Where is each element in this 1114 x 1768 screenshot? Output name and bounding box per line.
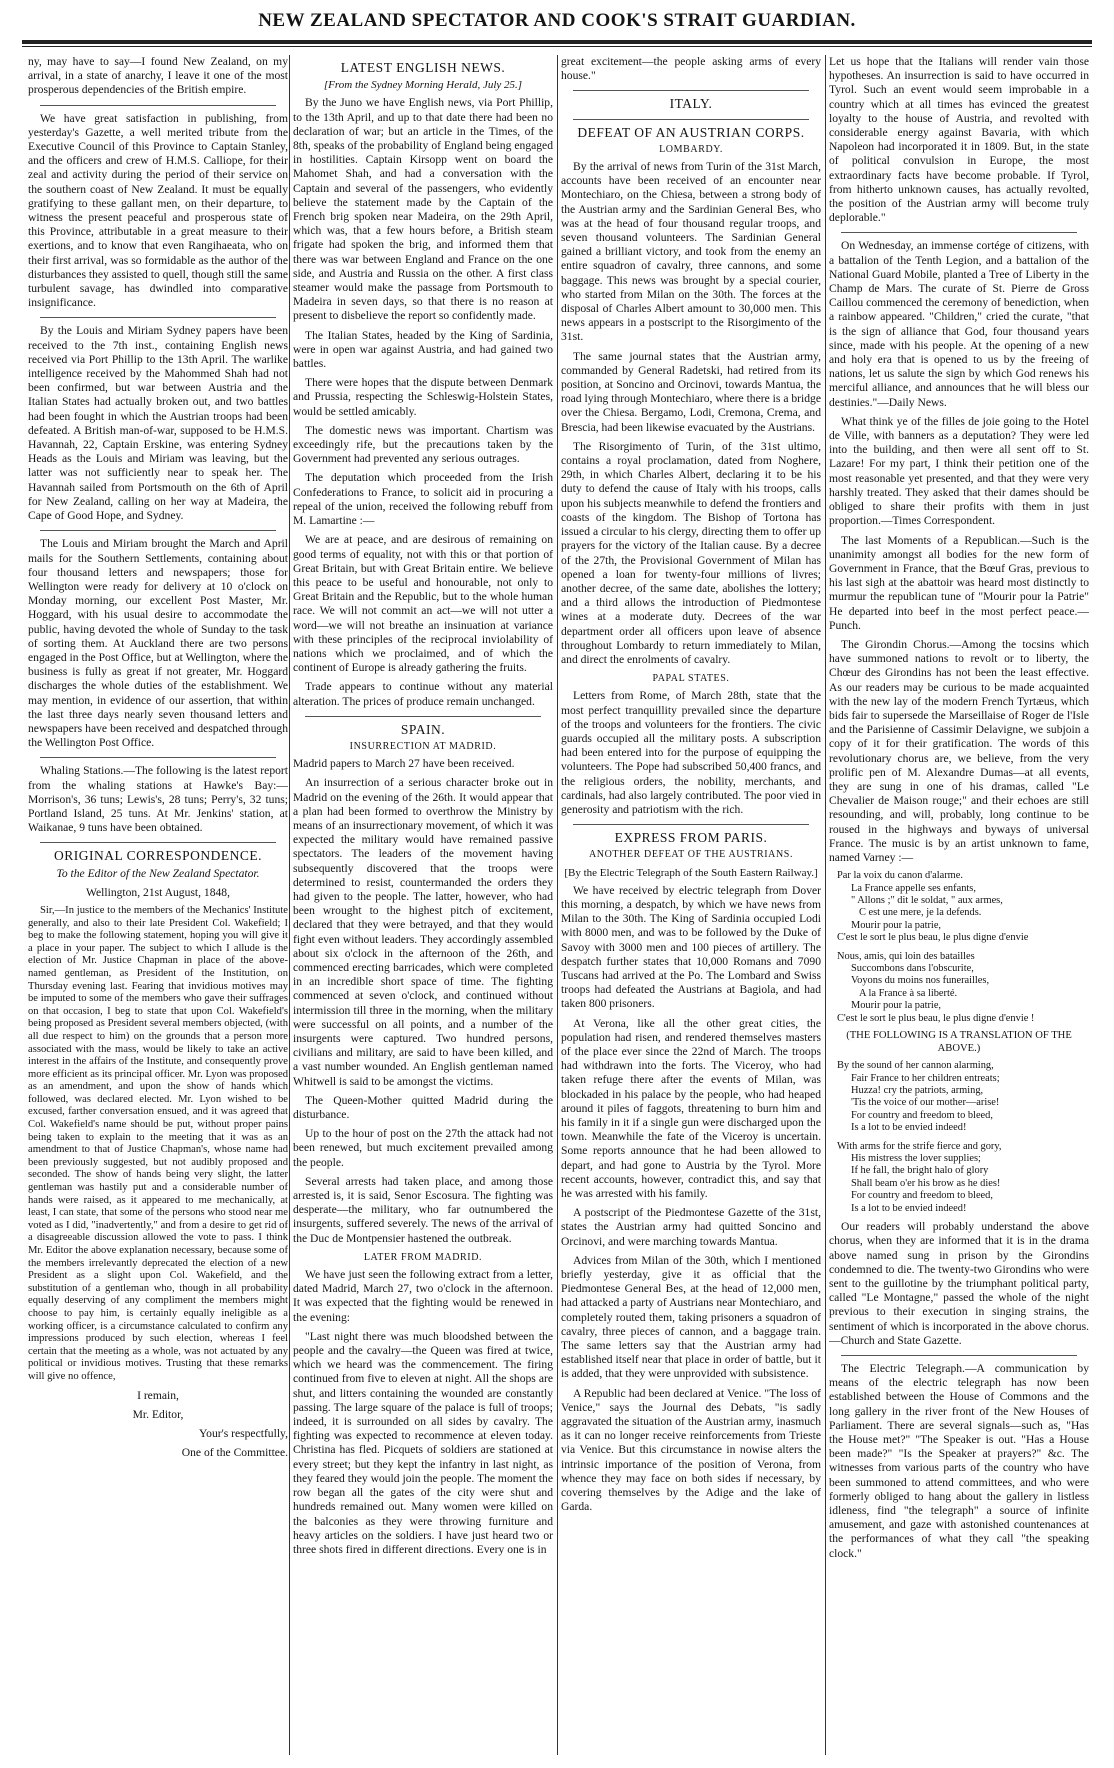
poem-line: For country and freedom to bleed, — [851, 1109, 993, 1121]
poem-line: Voyons du moins nos funerailles, — [851, 975, 990, 987]
divider — [40, 842, 276, 843]
paragraph: The Electric Telegraph.—A communication by means of the electric telegraph has now been established between the House of Commons and the long gallery in the river front of the New Houses of Parliament. There are several signals—such as, "Has the House met?" "The Speaker is out. "Has a House been made?" "Is the Speaker at prayers?" &c. The witnesses from various parts of the country who have been summoned to attend committees, and who were formerly obliged to hang about the gallery in listless idleness, find "the telegraph" a source of infinite amusement, and gaze with astonished countenances at the performances of what they call "the speaking clock." — [829, 1361, 1089, 1560]
paragraph: "Last night there was much bloodshed between the people and the cavalry—the Queen was fired at twice, which we heard was the commencement. The firing continued from five to eleven at night. All the shops are shut, and litters containing the wounded are constantly passing. The large square of the palace is full of troops; indeed, it is surrounded on all sides by cavalry. The fighting was expected to recommence at eleven today. Christina has fled. Picquets of soldiers are stationed at every street; but they kept the infantry in last night, as they feared they would join the people. The moment the row began all the gates of the city were shut and hundreds remained out. Many women were killed on the balconies as they were throwing furniture and heavy articles on the soldiers. I have just heard two or three shots fired in different directions. Every one is in — [293, 1329, 553, 1556]
paragraph: great excitement—the people asking arms of every house." — [561, 55, 821, 83]
paragraph: By the Juno we have English news, via Port Phillip, to the 13th April, and up to that date there had been no declaration of war; but an article in the Times, of the 8th, speaks of the probability of England being engaged in hostilities. Captain Kirsopp went on board the Mahomet Shah, and had a conversation with the Captain and several of the passengers, who evidently believe the statement made by the Captain of the French brig spoken near Madeira, on the 29th April, which was, that a few hours before, a British steam frigate had spoken the brig, and informed them that there was war between England and France on the one side, and Austria and Russia on the other. A first class steamer would make the passage from Portsmouth to Madeira in seven days, so that there is no reason at present to disbelieve the report so confidently made. — [293, 96, 553, 323]
paragraph: What think ye of the filles de joie going to the Hotel de Ville, with banners as a deputation? They were led into the building, and then were all sent off to St. Lazare! For my part, I think their petition one of the most reasonable yet presented, and that they were very harshly treated. They asked that their dames should be obliged to share their profits with them in just proportion.—Times Correspondent. — [829, 414, 1089, 528]
poem-line: Par la voix du canon d'alarme. — [837, 870, 963, 882]
source-line: [By the Electric Telegraph of the South Eastern Railway.] — [564, 866, 818, 879]
divider — [40, 317, 276, 318]
paragraph: Trade appears to continue without any material alteration. The prices of produce remain unchanged. — [293, 680, 553, 708]
paragraph: At Verona, like all the other great cities, the population had risen, and rendered themselves masters of the place ever since the 22nd of March. The troops had withdrawn into the forts. The Viceroy, who had taken refuge there after the events of Milan, was blockaded in his palace by the people, who had heaped around it piles of faggots, threatening to burn him and his family in it if a single gun were discharged upon the town. Meanwhile the fate of the Viceroy is uncertain. Some reports announce that he had been allowed to depart, and had gone to Austria by the Tyrol. More recent accounts, however, contradict this, and say that he was arrested with his family. — [561, 1016, 821, 1201]
divider — [841, 1355, 1077, 1356]
newspaper-title: NEW ZEALAND SPECTATOR AND COOK'S STRAIT GUARDIAN. — [258, 10, 856, 31]
poem-line: " Allons ;" dit le soldat, " aux armes, — [851, 894, 1003, 906]
poem-line: Fair France to her children entreats; — [851, 1072, 1000, 1084]
column-divider — [825, 55, 826, 1755]
poem-line: With arms for the strife fierce and gory, — [837, 1140, 1002, 1152]
paragraph: The Louis and Miriam brought the March and April mails for the Southern Settlements, containing about four thousand letters and newspapers; those for Wellington were ready for delivery at 10 o'clock on Monday morning, our excellent Post Master, Mr. Hoggard, with his usual desire to accommodate the public, having devoted the whole of Sunday to the task of sorting them. At Auckland there are two persons engaged in the Post Office, but at Wellington, where the business is fully as great if not greater, Mr. Hoggard discharges the whole duties of the establishment. We may mention, in evidence of our assertion, that within the last three days nearly seven thousand letters and newspapers have been received and despatched through the Wellington Post Office. — [28, 537, 288, 750]
letter-address: To the Editor of the New Zealand Spectator. — [56, 866, 260, 880]
letter-signature: One of the Committee. — [181, 1446, 288, 1460]
column-1 — [28, 55, 288, 1757]
paragraph: The deputation which proceeded from the Irish Confederations to France, to solicit aid in procuring a repeal of the union, received the following rebuff from M. Lamartine :— — [293, 471, 553, 528]
paragraph: We have great satisfaction in publishing, from yesterday's Gazette, a well merited tribute from the Executive Council of this Province to Captain Stanley, and the officers and crew of H.M.S. Calliope, for their zeal and activity during the period of their service on the southern coast of New Zealand. It must be equally gratifying to these gallant men, on their departure, to witness the present peaceful and prosperous state of this Province, attributable in a great measure to their exertions, and to know that even Rangihaeata, who on their first arrival, was so formidable as the author of the disturbances they assisted to quell, though still the same turbulent savage, has dwindled into comparative insignificance. — [28, 111, 288, 310]
paragraph: Advices from Milan of the 30th, which I mentioned briefly yesterday, give it as official that the Piedmontese General Bes, at the head of 12,000 men, had attacked a party of Austrians near Montechiaro, and completely routed them, taking prisoners a squadron of cavalry, three pieces of cannon, and a baggage train. The same letters say that the Austrian army had established itself near that place in order of battle, but it is added, that they were unprovided with subsistence. — [561, 1253, 821, 1381]
paragraph: We are at peace, and are desirous of remaining on good terms of equality, not with this or that portion of Great Britain, but with Great Britain entire. We believe this peace to be useful and honourable, not only to Great Britain and the Republic, but to the whole human race. We will not commit an act—we will not utter a word—we will not breathe an insinuation at variance with these principles of the reciprocal inviolability of nations which we proclaimed, and of which the continent of Europe is already gathering the fruits. — [293, 533, 553, 675]
poem-line: 'Tis the voice of our mother—arise! — [851, 1097, 1000, 1109]
paragraph: The Queen-Mother quitted Madrid during the disturbance. — [293, 1093, 553, 1122]
poem-line: Is a lot to be envied indeed! — [851, 1122, 967, 1134]
poem-line: C'est le sort le plus beau, le plus digne d'envie — [837, 932, 1029, 944]
poem-line: Mourir pour la patrie, — [851, 1000, 942, 1012]
paragraph: The domestic news was important. Chartism was exceedingly rife, but the precautions taken by the Government had prevented any serious outrages. — [293, 423, 553, 466]
french-chorus — [837, 870, 1089, 1025]
letter-closing: Your's respectfully, — [198, 1426, 288, 1440]
poem-line: A la France à sa liberté. — [859, 987, 958, 999]
paragraph: The Girondin Chorus.—Among the tocsins which have summoned nations to revolt or to liberty, the Chœur des Girondins has not been the least effective. As our readers may be curious to be made acquainted with the new lay of the modern French Tyrtæus, which bids fair to supersede the Marseillaise of Roger de l'Isle and the Parisienne of Cassimir Delavigne, we subjoin a copy of it for their gratification. The words of this revolutionary chorus are, we believe, from the very prolific pen of M. Alexandre Dumas—at all events, they are sung in one of his dramas, called "Le Chevalier de Maison rouge;" and their echoes are still resounding, and will, probably, long continue to be roused in the highways and byways of universal France. The music is by an artist unknown to fame, named Varney :— — [829, 637, 1089, 864]
poem-line: C'est le sort le plus beau, le plus digne d'envie ! — [837, 1012, 1035, 1024]
divider — [40, 757, 276, 758]
divider — [573, 119, 809, 120]
divider — [841, 232, 1077, 233]
divider — [305, 716, 541, 717]
paragraph: By the Louis and Miriam Sydney papers have been received to the 7th inst., containing English news received via Port Phillip to the 13th April. The warlike intelligence received by the Mahommed Shah had not been confirmed, but war between Austria and the Italian States had actually broken out, and two battles had been fought in which the Austrian troops had been defeated. A British man-of-war, supposed to be H.M.S. Havannah, 22, Captain Erskine, was entering Sydney Heads as the Louis and Miriam was leaving, but the latter was not sufficiently near to speak her. The Havannah sailed from Portsmouth on the 6th of April for New Zealand, calling on her way at Madeira, the Cape of Good Hope, and Sydney. — [28, 324, 288, 523]
paragraph: Letters from Rome, of March 28th, state that the most perfect tranquillity prevailed since the departure of the troops and volunteers for the frontiers. The civic guards occupied all the military posts. A subscription had been entered into for the purpose of equipping the volunteers. The Pope had subscribed 50,400 francs, and the religious orders, the nobility, merchants, and cardinals, had also largely contributed. The poor vied in generosity and patriotism with the rich. — [561, 689, 821, 816]
paragraph: A Republic had been declared at Venice. "The loss of Venice," says the Journal des Debats, "is sadly aggravated the situation of the Austrian army, inasmuch as it can no longer receive reinforcements from Trieste via Venice. But this circumstance in nowise alters the intrinsic importance of the position of Verona, from whence they may face on both sides if necessary, by covering themselves by the Adige and the lake of Garda. — [561, 1386, 821, 1514]
paragraph: Let us hope that the Italians will render vain those hypotheses. An insurrection is said to have occurred in Tyrol. Such an event would seem improbable in a country which at all times has evinced the greatest loyalty to the house of Austria, and revolted with considerable energy against Bavaria, with which Napoleon had incorporated it in 1809. But, in the state of political convulsion in Europe, the most extraordinary facts have become probable. If Tyrol, from hitherto unknown causes, has actually revolted, the position of the Austrian army will become truly deplorable." — [829, 55, 1089, 225]
paragraph: A postscript of the Piedmontese Gazette of the 31st, states the Austrian army had quitted Soncino and Orcinovi, and were marching towards Mantua. — [561, 1206, 821, 1248]
masthead — [0, 0, 1114, 40]
section-heading: LATEST ENGLISH NEWS. — [340, 60, 506, 75]
column-3 — [561, 55, 821, 1757]
paragraph: The Risorgimento of Turin, of the 31st ultimo, contains a royal proclamation, dated from Noghere, 29th, in which Charles Albert, declaring it to be his duty to defend the cause of Italy with his troops, calls upon his subjects meanwhile to defend the frontiers and coasts of the kingdom. The Bishop of Tortona has issued a circular to his clergy, directing them to offer up prayers for the victory of the Italian cause. By a decree of the 27th, the Provisional Government of Milan has opened a loan for twenty-four millions of livres; another decree, of the same date, abolishes the lottery; and a third allows the introduction of Piedmontese wines at a moderate duty. Decrees of the war department order all officers upon leave of absence throughout Lombardy to return immediately to Milan, and direct the enrolments of cavalry. — [561, 439, 821, 666]
translation-note: (THE FOLLOWING IS A TRANSLATION OF THE ABOVE.) — [846, 1030, 1072, 1054]
section-heading: SPAIN. — [400, 721, 446, 737]
poem-line: Is a lot to be envied indeed! — [851, 1202, 967, 1214]
paragraph: We have received by electric telegraph from Dover this morning, a despatch, by which we have news from Milan to the 30th. The King of Sardinia occupied Lodi with 8000 men, and was to be followed by the Duke of Savoy with 3000 men and 100 pieces of artillery. The despatch further states that 10,000 Romans and 7090 Tuscans had arrived at the Po. The Lombard and Swiss troops had defeated the Austrians at Bagiola, and had taken 800 prisoners. — [561, 883, 821, 1011]
section-heading: DEFEAT OF AN AUSTRIAN CORPS. — [577, 124, 805, 140]
paragraph: An insurrection of a serious character broke out in Madrid on the evening of the 26th. It would appear that a plan had been formed to overthrow the Ministry by means of an insurrectionary movement, of which it was expected the military would have remained passive spectators. The leaders of the movement having subsequently discovered that the troops were determined to resist, countermanded the orders they had given to the people. The latter, however, who had been wrought to the highest pitch of excitement, declared that they were betrayed, and that they would fight even without leaders. They accordingly assembled about six o'clock in the afternoon of the 26th, and commenced erecting barricades, which were completed in an incredible short space of time. The fighting commenced at seven o'clock, and continued without intermission till three in the morning, when the military were successful on all points, and a number of the insurgents were captured. Two hundred persons, civilians and military, are said to have been killed, and a vast number wounded. An English gentleman named Whitwell is said to be amongst the victims. — [293, 776, 553, 1088]
column-divider — [557, 55, 558, 1755]
paragraph: Madrid papers to March 27 have been received. — [293, 757, 515, 771]
subsection-heading: INSURRECTION AT MADRID. — [349, 740, 497, 752]
paragraph: Up to the hour of post on the 27th the attack had not been renewed, but much excitement prevailed among the people. — [293, 1127, 553, 1169]
divider — [40, 105, 276, 106]
poem-line: Shall beam o'er his brow as he dies! — [851, 1177, 1001, 1189]
paragraph: We have just seen the following extract from a letter, dated Madrid, March 27, two o'clock in the afternoon. It was expected that the fighting would be renewed in the evening: — [293, 1268, 553, 1324]
letter-closing: I remain, — [137, 1388, 179, 1402]
paragraph: The same journal states that the Austrian army, commanded by General Radetski, had retired from its position, at Soncino and Orcinovi, towards Mantua, the road lying through Montechiaro, where there is a bridge over the Chiesa. Bergamo, Lodi, Cremona, Crema, and Brescia, had been likewise evacuated by the Austrians. — [561, 349, 821, 434]
section-heading: ITALY. — [669, 96, 713, 112]
letter-closing: Mr. Editor, — [132, 1407, 184, 1421]
divider — [40, 530, 276, 531]
paragraph: Several arrests had taken place, and among those arrested is, it is said, Senor Escosura. The fighting was desperate—the military, who far outnumbered the insurgents, suffered severely. The news of the arrival of the Duc de Montpensier hastened the outbreak. — [293, 1174, 553, 1245]
paragraph: By the arrival of news from Turin of the 31st March, accounts have been received of an encounter near Montechiaro, on the Chiesa, between a strong body of the Austrian army and the Sardinian General Bes, who was at the head of four thousand regular troops, and seven thousand volunteers. The Sardinian General gained a brilliant victory, and took from the enemy an entire squadron of cavalry, three cannons, and some baggage. This news was brought by a special courier, who started from Milan on the 30th. The forces at the disposal of Charles Albert amount to 30,000 men. This news appears in a postscript to the Risorgimento of the 31st. — [561, 160, 821, 344]
poem-line: By the sound of her cannon alarming, — [837, 1060, 994, 1072]
section-heading: EXPRESS FROM PARIS. — [614, 830, 768, 846]
poem-line: For country and freedom to bleed, — [851, 1190, 993, 1202]
english-chorus — [837, 1060, 1089, 1215]
poem-line: His mistress the lover supplies; — [851, 1153, 981, 1165]
letter-body: Sir,—In justice to the members of the Mechanics' Institute generally, and also to their late President Col. Wakefield; I beg to make the following statement, hoping you will give it a place in your paper. The subject to which I allude is the election of Mr. Justice Chapman in place of the above-named gentleman, as President of the Institution, on Thursday evening last. Fearing that invidious motives may be imputed to some of the members who gave their suffrages on that occasion, I beg to state that upon Col. Wakefield's being proposed as President several members objected, (with all due respect to him) on the grounds that a person more associated with the mass, would be likely to take an active interest in the affairs of the Institute, and consequently prove more efficient as its principal officer. Mr. Lyon was proposed as an amendment, and upon the show of hands which followed, was declared elected. Mr. Lyon wished to be excused, farther conversation ensued, and it was agreed that Col. Wakefield's name should be put, without proper pains being taken to explain to the meeting that it was as an amendment to that of Justice Chapman's, whose name had been previously suggested, but not audibly proposed and seconded. The show of hands being very slight, the latter gentleman was hastily put and a considerable number of hands were raised, as it appeared to me mechanically, at least, I can state, that some of the persons who stood near me voted as I did, "inadvertently," and from a desire to get rid of a disagreeable discussion allowed the vote to pass. I think Mr. Editor the above explanation necessary, because some of the members irrelevantly deprecated the election of a new President as a slight upon Col. Wakefield, and the substitution of a gentleman who, though in all probability equally deserving of any compliment the members might choose to pay him, is certainly equally ineligible as a working officer, is a circumstance calculated to confirm any impressions produced by such election, whereas I feel certain that the meeting as a whole, was not actuated by any political or invidious motives. Trusting that these remarks will give no offence, — [28, 904, 288, 1382]
subsection-heading: LATER FROM MADRID. — [363, 1251, 483, 1263]
column-4 — [829, 55, 1089, 1757]
paragraph: The Italian States, headed by the King of Sardinia, were in open war against Austria, and had gained two battles. — [293, 328, 553, 371]
subsection-heading: LOMBARDY. — [659, 143, 723, 155]
divider — [573, 90, 809, 91]
letter-dateline: Wellington, 21st August, 1848, — [86, 885, 230, 899]
paragraph: On Wednesday, an immense cortége of citizens, with a battalion of the Tenth Legion, and a battalion of the National Guard Mobile, planted a Tree of Liberty in the Champ de Mars. The curate of St. Pierre de Gross Caillou commenced the ceremony of benediction, when a rainbow appeared. "Children," cried the curate, "that is the sign of alliance that God, four thousand years since, made with his people. At the opening of a new and holy era that is opened to us by the freeing of nations, let us salute the sign by which God renews his merciful alliance, and announces that he will bless our destinies."—Daily News. — [829, 239, 1089, 409]
source-line: [From the Sydney Morning Herald, July 25.] — [323, 79, 523, 92]
paragraph: The last Moments of a Republican.—Such is the unanimity amongst all bodies for the new form of Government in France, that the Bœuf Gras, previous to his last sigh at the abattoir was heard most distinctly to murmur the republican tune of "Mourir pour la Patrie" He departed into beef in the most perfect peace.—Punch. — [829, 533, 1089, 632]
paragraph: ny, may have to say—I found New Zealand, on my arrival, in a state of anarchy, I leave it one of the most prosperous dependencies of the British empire. — [28, 55, 288, 97]
subsection-heading: PAPAL STATES. — [652, 673, 730, 685]
poem-line: C est une mere, je la defends. — [859, 907, 982, 919]
paragraph: Whaling Stations.—The following is the latest report from the whaling stations at Hawke's Bay:—Morrison's, 36 tuns; Lewis's, 28 tuns; Perry's, 32 tuns; Portland Island, 25 tuns. At Mr. Jenkins' station, at Waikanae, 9 tuns have been obtained. — [28, 764, 288, 835]
masthead-rule-thin — [22, 46, 1092, 47]
column-divider — [289, 55, 290, 1755]
poem-line: If he fall, the bright halo of glory — [851, 1165, 989, 1177]
poem-line: Nous, amis, qui loin des batailles — [837, 950, 975, 962]
poem-line: Huzza! cry the patriots, arming, — [851, 1085, 984, 1097]
poem-line: Succombons dans l'obscurite, — [851, 963, 974, 975]
column-2 — [293, 55, 553, 1757]
masthead-rule-thick — [22, 40, 1092, 44]
paragraph: There were hopes that the dispute between Denmark and Prussia, respecting the Schleswig-Holstein States, would be settled amicably. — [293, 376, 553, 418]
divider — [573, 824, 809, 825]
poem-line: Mourir pour la patrie, — [851, 919, 942, 931]
subsection-heading: ANOTHER DEFEAT OF THE AUSTRIANS. — [588, 849, 794, 861]
paragraph: Our readers will probably understand the above chorus, when they are informed that it is in the drama above named sung in prison by the Girondins condemned to die. The twenty-two Girondins who were sent to the guillotine by the triumphant political party, called "Le Montagne," passed the whole of the night previous to their execution in singing strains, the sentiment of which is incorporated in the above chorus.—Church and State Gazette. — [829, 1220, 1089, 1347]
poem-line: La France appelle ses enfants, — [851, 882, 976, 894]
section-heading: ORIGINAL CORRESPONDENCE. — [53, 848, 262, 864]
